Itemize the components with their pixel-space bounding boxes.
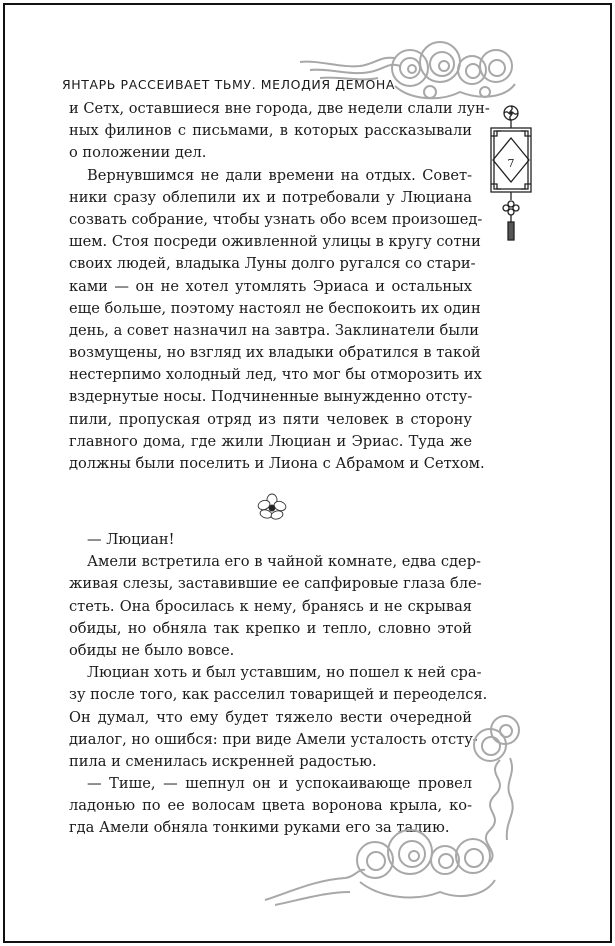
text-line: Амели встретила его в чайной комнате, едва сдер- [87, 553, 481, 571]
text-line: своих людей, владыка Луны долго ругался со стари- [69, 255, 476, 273]
text-line: пила и сменилась искренней радостью. [69, 752, 377, 770]
text-line: стеть. Она бросилась к нему, бранясь и не скрывая [69, 597, 472, 615]
text-line: нестерпимо холодный лед, что мог бы отморозить их [69, 366, 482, 384]
text-line: пили, пропуская отряд из пяти человек в сторону [69, 410, 472, 428]
text-line: должны были поселить и Лиона с Абрамом и Сетхом. [69, 455, 485, 472]
text-line: ладонью по ее волосам цвета воронова крыла, ко- [69, 797, 472, 815]
text-line: Вернувшимся не дали времени на отдых. Совет- [87, 166, 472, 184]
text-line: обиды не было вовсе. [69, 641, 235, 659]
text-line: о положении дел. [69, 144, 207, 162]
text-line: ками — он не хотел утомлять Эриаса и остальных [69, 277, 472, 295]
text-line: возмущены, но взгляд их владыки обратился в такой [69, 344, 481, 362]
text-line: главного дома, где жили Люциан и Эриас. Туда же [69, 432, 472, 450]
text-line: вздернутые носы. Подчиненные вынужденно отсту- [69, 388, 473, 406]
text-line: Люциан хоть и был уставшим, но пошел к ней сра- [87, 664, 482, 682]
text-section-1 [69, 98, 490, 475]
text-line: диалог, но ошибся: при виде Амели усталость отсту- [69, 730, 478, 748]
text-line: — Люциан! [87, 531, 175, 548]
text-line: гда Амели обняла тонкими руками его за талию. [69, 819, 450, 837]
running-header: ЯНТАРЬ РАССЕИВАЕТ ТЬМУ. МЕЛОДИЯ ДЕМОНА [62, 77, 396, 92]
text-line: Он думал, что ему будет тяжело вести очередной [69, 708, 472, 726]
text-line: — Тише, — шепнул он и успокаивающе провел [87, 775, 472, 793]
text-line: еще больше, поэтому настоял не беспокоить их один [69, 299, 481, 317]
text-line: обиды, но обняла так крепко и тепло, словно этой [69, 619, 472, 637]
text-line: и Сетх, оставшиеся вне города, две недели слали лун- [69, 100, 490, 117]
text-line: ных филинов с письмами, в которых рассказывали [69, 122, 472, 140]
flower-separator-icon [257, 493, 287, 521]
text-line: ники сразу облепили их и потребовали у Люциана [69, 188, 472, 206]
text-line: живая слезы, заставившие ее сапфировые глаза бле- [69, 575, 482, 593]
text-line: день, а совет назначил на завтра. Заклинатели были [69, 321, 479, 339]
page-number: 7 [507, 157, 515, 170]
page-number-ornament-icon [485, 104, 537, 244]
text-line: шем. Стоя посреди оживленной улицы в кругу сотни [69, 233, 481, 251]
cloud-ornament-bottom-icon [255, 630, 525, 910]
text-line: зу после того, как расселил товарищей и переоделся. [69, 686, 488, 704]
text-line: созвать собрание, чтобы узнать обо всем произошед- [69, 210, 483, 228]
